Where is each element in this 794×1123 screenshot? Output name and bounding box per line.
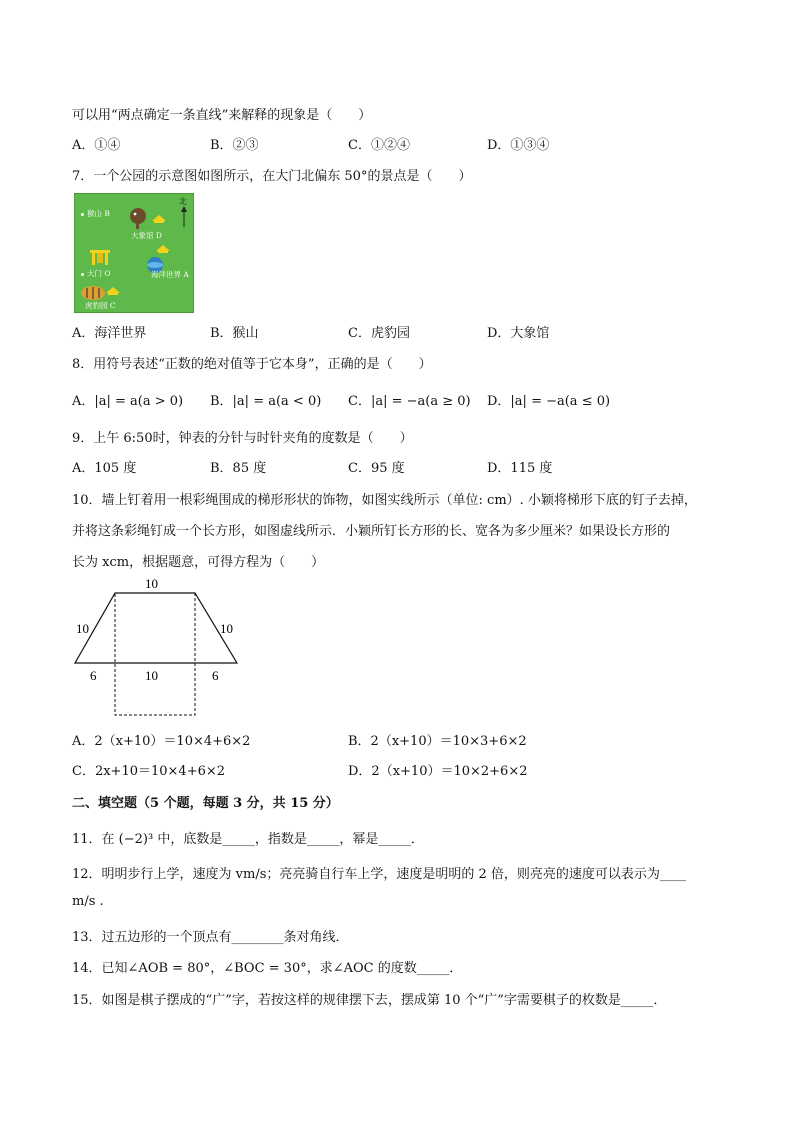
q8-option-a: A．|a| = a(a > 0) [72, 394, 184, 409]
label-bottom-middle: 10 [145, 668, 158, 683]
north-arrow-icon [179, 206, 189, 228]
label-right: 10 [220, 621, 233, 636]
place-monkey-hill: 猴山 B [87, 209, 110, 218]
place-ocean-world: 海洋世界 A [151, 270, 189, 279]
label-top: 10 [145, 576, 158, 591]
elephant-icon [127, 206, 149, 230]
q9-option-b: B．85 度 [210, 461, 267, 476]
q6-option-c: C．①②④ [348, 138, 410, 153]
q13: 13．过五边形的一个顶点有________条对角线． [72, 930, 349, 945]
q14: 14．已知∠AOB = 80°，∠BOC = 30°，求∠AOC 的度数_____． [72, 961, 463, 976]
q15: 15．如图是棋子摆成的“广”字，若按这样的规律摆下去，摆成第 10 个“广”字需要棋子的枚数是_____． [72, 993, 667, 1008]
q9-option-c: C．95 度 [348, 461, 405, 476]
q8-option-c: C．|a| = −a(a ≥ 0) [348, 394, 471, 409]
q12-line1: 12．明明步行上学，速度为 vm/s；亮亮骑自行车上学，速度是明明的 2 倍，则亮亮的速度可以表示为____ [72, 867, 686, 882]
q11: 11．在 (−2)³ 中，底数是_____，指数是_____，幂是_____． [72, 832, 424, 847]
park-map [74, 193, 194, 313]
q7-option-d: D．大象馆 [487, 326, 550, 341]
pavilion-icon [105, 286, 121, 296]
pavilion-icon [155, 244, 171, 254]
rectangle-dashed [115, 593, 195, 715]
q10-option-c: C．2x+10＝10×4+6×2 [72, 764, 226, 779]
pavilion-icon [151, 214, 167, 224]
label-left: 10 [76, 621, 89, 636]
q7-stem: 7．一个公园的示意图如图所示，在大门北偏东 50°的景点是（ ） [72, 169, 472, 184]
q6-option-a: A．①④ [72, 138, 121, 153]
label-bottom-right: 6 [212, 668, 219, 683]
q12-line2: m/s . [72, 894, 104, 909]
place-gate: 大门 O [87, 269, 111, 278]
q9-option-d: D．115 度 [487, 461, 553, 476]
q10-option-d: D．2（x+10）＝10×2+6×2 [348, 764, 528, 779]
q10-option-b: B．2（x+10）＝10×3+6×2 [348, 734, 527, 749]
q9-stem: 9．上午 6:50时，钟表的分针与时针夹角的度数是（ ） [72, 431, 413, 446]
q8-option-d: D．|a| = −a(a ≤ 0) [487, 394, 611, 409]
q7-option-b: B．猴山 [210, 326, 259, 341]
gate-icon [89, 248, 111, 266]
q6-option-d: D．①③④ [487, 138, 550, 153]
q6-stem: 可以用“两点确定一条直线”来解释的现象是（ ） [72, 108, 372, 123]
q6-option-b: B．②③ [210, 138, 259, 153]
q8-stem: 8．用符号表述“正数的绝对值等于它本身”，正确的是（ ） [72, 357, 432, 372]
q8-option-b: B．|a| = a(a < 0) [210, 394, 322, 409]
q7-option-c: C．虎豹园 [348, 326, 410, 341]
place-dot [81, 273, 84, 276]
q10-stem-line2: 并将这条彩绳钉成一个长方形，如图虚线所示．小颖所钉长方形的长、宽各为多少厘米？如果设长方形的 [72, 524, 671, 539]
label-bottom-left: 6 [90, 668, 97, 683]
place-tiger-garden: 虎豹园 C [85, 301, 116, 310]
trapezoid-figure [60, 573, 260, 723]
place-dot [81, 213, 84, 216]
place-elephant-hall: 大象馆 D [131, 231, 162, 240]
q9-option-a: A．105 度 [72, 461, 137, 476]
q10-option-a: A．2（x+10）＝10×4+6×2 [72, 734, 251, 749]
q10-stem-line3: 长为 xcm，根据题意，可得方程为（ ） [72, 555, 325, 570]
q7-option-a: A．海洋世界 [72, 326, 147, 341]
q10-stem-line1: 10．墙上钉着用一根彩绳围成的梯形形状的饰物，如图实线所示（单位: cm）. 小颖将梯形下底的钉子去掉， [72, 493, 697, 508]
trapezoid-solid [75, 593, 237, 663]
north-label: 北 [179, 197, 187, 206]
section-2-heading: 二、填空题（5 个题，每题 3 分，共 15 分） [72, 796, 339, 811]
